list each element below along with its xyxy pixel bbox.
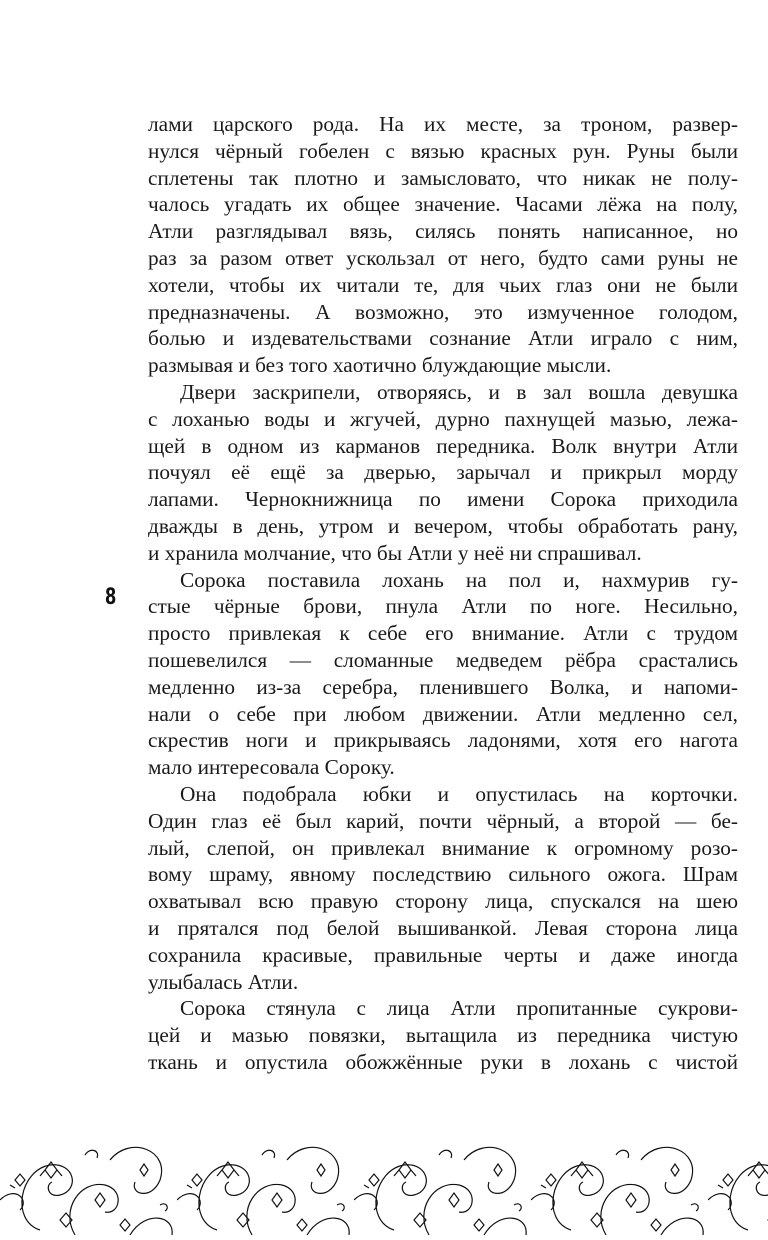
text-line: сохранила красивые, правильные черты и даже иногда	[148, 942, 738, 967]
text-line: улыбалась Атли.	[148, 969, 299, 994]
text-line: вому шраму, явному последствию сильного ожога. Шрам	[148, 862, 738, 887]
text-line: Один глаз её был карий, почти чёрный, а второй — бе-	[148, 808, 738, 833]
text-line: Сорока стянула с лица Атли пропитанные сукрови-	[180, 996, 738, 1021]
text-line: дважды в день, утром и вечером, чтобы обработать рану,	[148, 513, 738, 538]
text-line: охватывал всю правую сторону лица, спускался на шею	[148, 889, 738, 914]
text-line: цей и мазью повязки, вытащила из передника чистую	[148, 1023, 738, 1048]
text-line: мало интересовала Сороку.	[148, 755, 395, 780]
text-line: и хранила молчание, что бы Атли у неё ни спрашивал.	[148, 540, 642, 565]
floral-ornament-border	[0, 1140, 768, 1240]
text-line: чалось угадать их общее значение. Часами лёжа на полу,	[148, 192, 738, 217]
text-line: с лоханью воды и жгучей, дурно пахнущей мазью, лежа-	[148, 406, 738, 431]
text-line: почуял её ещё за дверью, зарычал и прикрыл морду	[148, 460, 738, 485]
text-line: пошевелился — сломанные медведем рёбра срастались	[148, 647, 738, 672]
text-line: скрестив ноги и прикрываясь ладонями, хотя его нагота	[148, 728, 738, 753]
text-line: Атли разглядывал вязь, силясь понять написанное, но	[148, 219, 738, 244]
text-line: щей в одном из карманов передника. Волк внутри Атли	[148, 433, 738, 458]
page-number: 8	[104, 585, 117, 610]
text-line: нали о себе при любом движении. Атли медленно сел,	[148, 701, 738, 726]
text-line: хотели, чтобы их читали те, для чьих глаз они не были	[148, 272, 738, 297]
text-line: просто привлекая к себе его внимание. Атли с трудом	[148, 621, 738, 646]
text-line: медленно из-за серебра, пленившего Волка, и напоми-	[148, 674, 738, 699]
text-line: лый, слепой, он привлекал внимание к огромному розо-	[148, 835, 738, 860]
text-line: Двери заскрипели, отворяясь, и в зал вошла девушка	[180, 379, 738, 404]
text-line: предназначены. А возможно, это измученное голодом,	[148, 299, 738, 324]
text-line: и прятался под белой вышиванкой. Левая сторона лица	[148, 915, 738, 940]
text-line: Она подобрала юбки и опустилась на корточки.	[180, 781, 738, 806]
text-line: болью и издевательствами сознание Атли играло с ним,	[148, 326, 738, 351]
text-line: стые чёрные брови, пнула Атли по ноге. Несильно,	[148, 594, 738, 619]
text-line: размывая и без того хаотично блуждающие мысли.	[148, 353, 612, 378]
body-text	[148, 111, 738, 1076]
text-line: нулся чёрный гобелен с вязью красных рун. Руны были	[148, 138, 738, 163]
text-line: раз за разом ответ ускользал от него, будто сами руны не	[148, 245, 738, 270]
text-line: ткань и опустила обожжённые руки в лохань с чистой	[148, 1049, 738, 1074]
text-line: лами царского рода. На их месте, за троном, развер-	[148, 112, 738, 136]
text-line: лапами. Чернокнижница по имени Сорока приходила	[148, 487, 738, 512]
text-line: Сорока поставила лохань на пол и, нахмурив гу-	[180, 567, 738, 592]
text-line: сплетены так плотно и замысловато, что никак не полу-	[148, 165, 738, 190]
